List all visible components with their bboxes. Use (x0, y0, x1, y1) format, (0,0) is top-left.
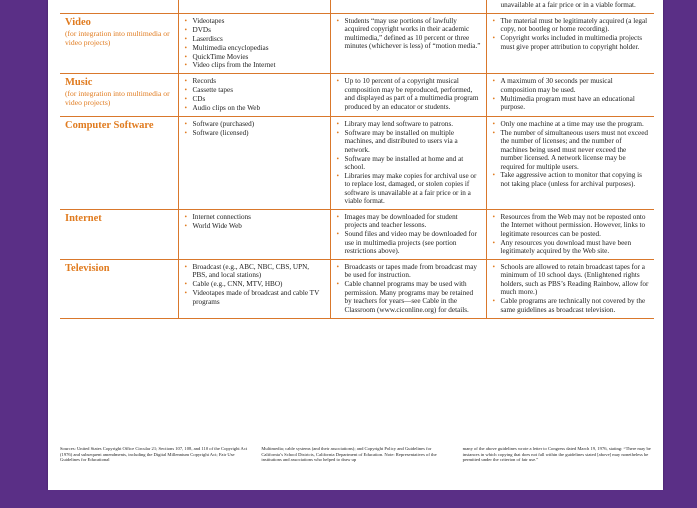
cell-category (60, 74, 178, 117)
cell-media (178, 13, 330, 73)
cell-notes (486, 210, 654, 260)
footnote-col-2: Multimedia; cable systems (and their associations); and Copyright Policy and Guidelines for California’s School Districts, California Department of Education. Note: Representatives of the institutions and associations who helped to draw up (261, 446, 437, 463)
cell-limits (330, 116, 486, 209)
media-list (184, 120, 325, 137)
list-item: • CDs (184, 95, 325, 103)
cell-limits (330, 13, 486, 73)
category-title: Internet (65, 213, 102, 225)
limits-list (336, 263, 481, 314)
category-title: Television (65, 263, 110, 275)
list-item (492, 1, 650, 9)
list-item: • Internet connections (184, 213, 325, 221)
limits-list (336, 213, 481, 256)
cell-notes (486, 74, 654, 117)
copyright-guidelines-table (60, 0, 654, 319)
background-strip (0, 490, 697, 508)
list-item: • Multimedia encyclopedias (184, 44, 325, 52)
limits-list (336, 120, 481, 206)
list-item: • Software (licensed) (184, 129, 325, 137)
list-item: • Sound files and video may be downloaded for use in multimedia projects (see portion restrictions above). (336, 230, 481, 255)
document-page (48, 0, 663, 490)
list-item: • Copyright works included in multimedia projects must give proper attribution to copyright holder. (492, 34, 650, 51)
cell-category (60, 210, 178, 260)
list-item: • Images may be downloaded for student projects and teacher lessons. (336, 213, 481, 230)
cell-media (178, 210, 330, 260)
table-row-top-continuation (60, 0, 654, 13)
cell-category (60, 260, 178, 318)
category-title: Video (65, 16, 91, 28)
list-item: • Library may lend software to patrons. (336, 120, 481, 128)
list-item: • A maximum of 30 seconds per musical composition may be used. (492, 77, 650, 94)
notes-list (492, 120, 650, 188)
list-item: • Software may be installed at home and at school. (336, 155, 481, 172)
list-item: • Video clips from the Internet (184, 61, 325, 69)
list-item: • Records (184, 77, 325, 85)
list-item: • Cable (e.g., CNN, MTV, HBO) (184, 280, 325, 288)
list-item: • Broadcast (e.g., ABC, NBC, CBS, UPN, PBS, and local stations) (184, 263, 325, 280)
list-item: • Audio clips on the Web (184, 104, 325, 112)
table-row-television (60, 260, 654, 318)
cell-category (60, 0, 178, 13)
table-row-computer-software (60, 116, 654, 209)
sources-footnote (60, 446, 654, 463)
cell-media (178, 0, 330, 13)
cell-notes (486, 260, 654, 318)
list-item: • Laserdiscs (184, 35, 325, 43)
media-list (184, 263, 325, 306)
limits-list (336, 77, 481, 111)
list-item: • Resources from the Web may not be reposted onto the Internet without permission. However, links to legitimate resources can be posted. (492, 213, 650, 238)
category-subtitle: (for integration into multimedia or video projects) (65, 89, 170, 108)
footnote-col-1: Sources: United States Copyright Office Circular 21; Sections 107, 108, and 110 of the Copyright Act (1976) and subsequent amendments, including the Digital Millennium Copyright Act; Fair Use Guidelines for Educational (60, 446, 248, 463)
notes-list (492, 77, 650, 111)
list-item: • Broadcasts or tapes made from broadcast may be used for instruction. (336, 263, 481, 280)
list-item: • Software (purchased) (184, 120, 325, 128)
list-item: • Schools are allowed to retain broadcast tapes for a minimum of 10 school days. (Enlightened rights holders, such as PBS’s Reading Rainbow, allow for much more.) (492, 263, 650, 297)
table-row-music (60, 74, 654, 117)
table-row-internet (60, 210, 654, 260)
limits-list (336, 17, 481, 51)
list-item: • The material must be legitimately acquired (a legal copy, not bootleg or home recording). (492, 17, 650, 34)
cell-media (178, 260, 330, 318)
notes-list (492, 213, 650, 256)
footnote-col-3: many of the above guidelines wrote a letter to Congress dated March 19, 1976, stating: “There may be instances in which copying that does not fall within the guidelines stated [above] may nonetheless be permitted under the criterion of fair use.” (462, 446, 651, 463)
media-list (184, 17, 325, 70)
cell-media (178, 116, 330, 209)
list-item: • Up to 10 percent of a copyright musical composition may be reproduced, performed, and displayed as part of a multimedia program produced by an educator or students. (336, 77, 481, 111)
list-item: • Only one machine at a time may use the program. (492, 120, 650, 128)
cell-limits (330, 74, 486, 117)
cell-notes (486, 116, 654, 209)
cell-notes (486, 13, 654, 73)
category-subtitle: (for integration into multimedia or video projects) (65, 28, 170, 47)
list-item: • Any resources you download must have been legitimately acquired by the Web site. (492, 239, 650, 256)
notes-list (492, 17, 650, 51)
list-item-text: unavailable at a fair price or in a viable format. (500, 1, 636, 9)
list-item: • Multimedia program must have an educational purpose. (492, 95, 650, 112)
cell-category (60, 13, 178, 73)
list-item: • DVDs (184, 26, 325, 34)
list-item: • Cable channel programs may be used with permission. Many programs may be retained by teachers for years—see Cable in the Classroom (www.ciconline.org) for details. (336, 280, 481, 314)
list-item: • QuickTime Movies (184, 53, 325, 61)
list-item: • Libraries may make copies for archival use or to replace lost, damaged, or stolen copies if software is unavailable at a fair price or in a viable format. (336, 172, 481, 206)
list-item: • Software may be installed on multiple machines, and distributed to users via a network. (336, 129, 481, 154)
list-item: • Cassette tapes (184, 86, 325, 94)
category-title: Computer Software (65, 119, 154, 131)
category-title: Music (65, 77, 93, 89)
list-item: • Videotapes (184, 17, 325, 25)
cell-limits (330, 0, 486, 13)
list-item: • World Wide Web (184, 222, 325, 230)
cell-category (60, 116, 178, 209)
cell-limits (330, 210, 486, 260)
list-item: • Students “may use portions of lawfully acquired copyright works in their academic multimedia,” defined as 10 percent or three minutes (whichever is less) of “motion media.” (336, 17, 481, 51)
cell-limits (330, 260, 486, 318)
list-item: • The number of simultaneous users must not exceed the number of licenses; and the number of machines being used must never exceed the number licensed. A network license may be required for multiple users. (492, 129, 650, 171)
media-list (184, 77, 325, 112)
cell-notes (486, 0, 654, 13)
notes-list (492, 263, 650, 314)
list-item: • Videotapes made of broadcast and cable TV programs (184, 289, 325, 306)
list-item: • Take aggressive action to monitor that copying is not taking place (unless for archival purposes). (492, 171, 650, 188)
cell-media (178, 74, 330, 117)
list-item: • Cable programs are technically not covered by the same guidelines as broadcast television. (492, 297, 650, 314)
table-row-video (60, 13, 654, 73)
media-list (184, 213, 325, 230)
